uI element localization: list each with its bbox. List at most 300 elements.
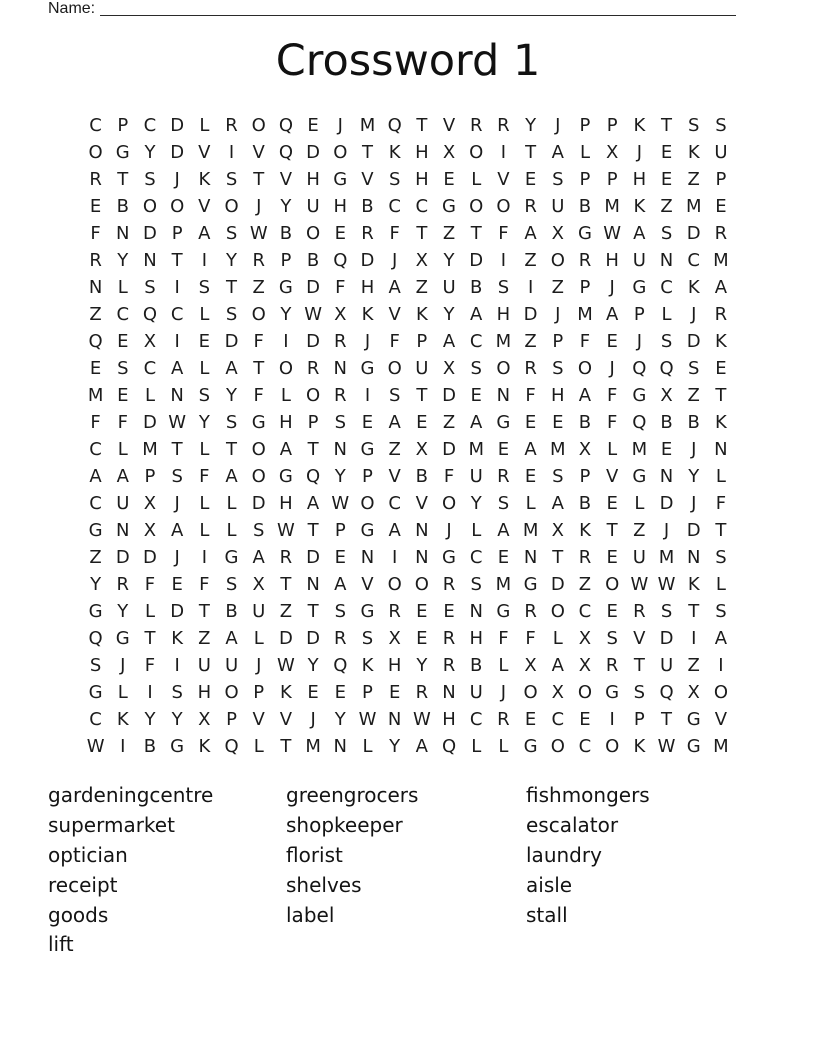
grid-cell: A	[170, 358, 184, 379]
grid-cell: N	[333, 736, 348, 757]
grid-cell: R	[633, 601, 646, 622]
grid-cell: X	[143, 520, 157, 541]
grid-cell: N	[333, 439, 348, 460]
grid-cell: N	[88, 277, 103, 298]
grid-cell: N	[116, 223, 130, 244]
grid-cell: D	[686, 331, 701, 352]
grid-cell: I	[228, 142, 235, 163]
grid-cell: S	[660, 331, 673, 352]
grid-cell: D	[659, 628, 674, 649]
grid-cell: K	[280, 682, 292, 703]
grid-cell: H	[469, 628, 483, 649]
grid-cell: Z	[89, 547, 102, 568]
grid-cell: C	[89, 115, 102, 136]
grid-cell: S	[225, 223, 238, 244]
grid-cell: W	[657, 574, 676, 595]
grid-cell: L	[280, 385, 291, 406]
grid-cell: E	[117, 331, 129, 352]
grid-cell: E	[443, 169, 455, 190]
grid-cell: A	[198, 223, 211, 244]
grid-cell: B	[279, 223, 293, 244]
grid-cell: B	[660, 412, 673, 433]
grid-cell: S	[225, 412, 238, 433]
grid-cell: N	[714, 439, 728, 460]
grid-cell: G	[686, 736, 701, 757]
grid-cell: T	[253, 358, 265, 379]
grid-cell: F	[498, 628, 509, 649]
grid-cell: T	[416, 223, 428, 244]
grid-cell: W	[168, 412, 187, 433]
word-list-item: lift	[48, 932, 74, 957]
grid-cell: B	[306, 250, 320, 271]
grid-cell: A	[388, 412, 401, 433]
grid-cell: V	[714, 709, 728, 730]
grid-cell: A	[470, 304, 483, 325]
grid-cell: M	[468, 439, 484, 460]
grid-cell: O	[577, 682, 593, 703]
grid-cell: D	[143, 223, 157, 244]
grid-cell: Q	[632, 412, 647, 433]
grid-cell: K	[633, 115, 646, 136]
grid-cell: Z	[279, 601, 293, 622]
grid-cell: H	[415, 142, 429, 163]
grid-cell: A	[334, 574, 347, 595]
grid-cell: U	[632, 547, 646, 568]
name-label: Name:	[48, 0, 96, 17]
grid-cell: S	[334, 412, 346, 433]
grid-cell: F	[90, 412, 101, 433]
grid-cell: Q	[88, 628, 103, 649]
grid-cell: L	[579, 142, 590, 163]
grid-cell: C	[687, 250, 700, 271]
grid-cell: G	[496, 601, 511, 622]
grid-cell: N	[415, 547, 429, 568]
grid-cell: P	[171, 223, 183, 244]
grid-cell: I	[201, 547, 207, 568]
word-list-item: aisle	[526, 872, 573, 897]
grid-cell: X	[578, 655, 592, 676]
grid-cell: K	[116, 709, 129, 730]
grid-cell: A	[524, 223, 537, 244]
grid-cell: K	[715, 331, 727, 352]
grid-cell: S	[660, 223, 673, 244]
grid-cell: L	[199, 358, 210, 379]
grid-cell: X	[551, 520, 564, 541]
grid-cell: V	[388, 466, 401, 487]
grid-cell: D	[306, 277, 321, 298]
grid-cell: J	[446, 520, 452, 541]
grid-cell: S	[253, 520, 265, 541]
grid-cell: M	[359, 115, 376, 136]
grid-cell: Z	[442, 223, 456, 244]
grid-cell: V	[415, 493, 428, 514]
grid-cell: S	[497, 493, 510, 514]
grid-cell: S	[144, 277, 156, 298]
grid-cell: Y	[171, 709, 183, 730]
grid-cell: K	[633, 196, 646, 217]
grid-cell: B	[143, 736, 157, 757]
grid-cell: Q	[333, 250, 348, 271]
grid-cell: T	[525, 142, 537, 163]
grid-cell: Z	[198, 628, 211, 649]
grid-cell: F	[715, 493, 727, 514]
grid-cell: A	[605, 304, 619, 325]
grid-cell: O	[496, 196, 511, 217]
word-list-item: escalator	[526, 812, 619, 837]
grid-cell: J	[691, 304, 697, 325]
grid-cell: S	[334, 601, 346, 622]
grid-cell: U	[252, 601, 266, 622]
grid-cell: T	[470, 223, 482, 244]
grid-cell: R	[497, 466, 510, 487]
grid-cell: D	[442, 385, 456, 406]
grid-cell: C	[469, 547, 483, 568]
grid-cell: S	[198, 277, 211, 298]
grid-cell: V	[279, 709, 293, 730]
grid-cell: T	[198, 601, 210, 622]
grid-cell: M	[522, 520, 539, 541]
grid-cell: V	[198, 142, 211, 163]
grid-cell: P	[226, 709, 237, 730]
grid-cell: N	[469, 601, 483, 622]
grid-cell: L	[715, 466, 726, 487]
grid-cell: H	[551, 385, 565, 406]
grid-cell: Y	[443, 250, 455, 271]
grid-cell: M	[713, 736, 729, 757]
grid-cell: O	[550, 601, 565, 622]
grid-cell: R	[116, 574, 130, 595]
grid-cell: T	[253, 169, 265, 190]
grid-cell: U	[551, 196, 565, 217]
grid-cell: F	[253, 385, 264, 406]
grid-cell: S	[225, 304, 238, 325]
grid-cell: R	[225, 115, 238, 136]
grid-cell: G	[360, 439, 375, 460]
grid-cell: U	[469, 466, 483, 487]
grid-cell: T	[307, 439, 319, 460]
grid-cell: E	[660, 142, 673, 163]
grid-cell: K	[388, 142, 401, 163]
grid-cell: N	[360, 547, 375, 568]
grid-cell: K	[415, 304, 428, 325]
grid-cell: X	[198, 709, 211, 730]
grid-cell: Y	[280, 304, 292, 325]
grid-cell: E	[497, 547, 510, 568]
grid-cell: T	[688, 601, 700, 622]
grid-cell: O	[605, 574, 620, 595]
grid-cell: P	[606, 115, 618, 136]
grid-cell: J	[663, 520, 670, 541]
word-list-item: goods	[48, 902, 109, 927]
grid-cell: S	[688, 115, 700, 136]
grid-cell: L	[471, 736, 482, 757]
grid-cell: E	[470, 385, 482, 406]
grid-cell: Q	[333, 655, 348, 676]
grid-cell: E	[524, 466, 537, 487]
grid-cell: K	[579, 520, 591, 541]
grid-cell: L	[471, 520, 482, 541]
grid-cell: X	[143, 493, 157, 514]
grid-cell: S	[225, 169, 238, 190]
grid-cell: O	[251, 439, 266, 460]
grid-cell: F	[144, 574, 156, 595]
grid-cell: I	[527, 277, 534, 298]
grid-cell: D	[686, 223, 701, 244]
grid-cell: R	[442, 655, 456, 676]
grid-cell: J	[256, 655, 262, 676]
grid-cell: T	[307, 601, 319, 622]
grid-cell: N	[116, 520, 130, 541]
grid-cell: K	[171, 628, 184, 649]
grid-cell: J	[174, 169, 180, 190]
grid-cell: H	[279, 412, 293, 433]
grid-cell: R	[497, 709, 510, 730]
grid-cell: F	[117, 412, 128, 433]
grid-cell: X	[524, 655, 537, 676]
grid-cell: S	[715, 547, 727, 568]
grid-cell: N	[686, 547, 701, 568]
grid-cell: J	[174, 493, 180, 514]
grid-cell: P	[362, 682, 373, 703]
grid-cell: Q	[441, 736, 457, 757]
grid-cell: H	[632, 169, 647, 190]
grid-cell: G	[442, 196, 456, 217]
grid-cell: W	[86, 736, 105, 757]
grid-cell: L	[199, 115, 210, 136]
grid-cell: D	[523, 304, 538, 325]
grid-cell: R	[252, 250, 265, 271]
grid-cell: E	[198, 331, 211, 352]
grid-cell: O	[224, 682, 239, 703]
grid-cell: B	[578, 412, 592, 433]
grid-cell: O	[278, 358, 293, 379]
grid-cell: E	[660, 169, 673, 190]
grid-cell: X	[605, 142, 619, 163]
grid-cell: F	[144, 655, 156, 676]
grid-cell: S	[225, 574, 238, 595]
grid-cell: Y	[226, 250, 238, 271]
grid-cell: O	[441, 493, 457, 514]
grid-cell: G	[251, 412, 266, 433]
grid-cell: J	[636, 331, 642, 352]
grid-cell: Q	[659, 358, 674, 379]
grid-cell: E	[497, 439, 510, 460]
grid-cell: G	[523, 736, 538, 757]
grid-cell: G	[360, 601, 375, 622]
grid-cell: D	[306, 142, 321, 163]
grid-cell: J	[609, 277, 615, 298]
grid-cell: G	[360, 358, 375, 379]
word-list-item: shopkeeper	[286, 812, 403, 837]
grid-cell: Y	[307, 655, 319, 676]
grid-cell: X	[660, 385, 673, 406]
grid-cell: A	[633, 223, 646, 244]
grid-cell: A	[551, 655, 564, 676]
grid-cell: T	[361, 142, 373, 163]
grid-cell: T	[226, 439, 238, 460]
word-list-item: florist	[286, 842, 343, 867]
grid-cell: T	[715, 520, 727, 541]
grid-cell: G	[115, 142, 130, 163]
grid-cell: N	[415, 520, 429, 541]
grid-cell: T	[416, 115, 428, 136]
grid-cell: J	[500, 682, 507, 703]
grid-cell: D	[469, 250, 484, 271]
grid-cell: T	[633, 655, 645, 676]
grid-cell: W	[412, 709, 431, 730]
grid-cell: G	[170, 736, 185, 757]
grid-cell: K	[687, 277, 700, 298]
grid-cell: H	[415, 169, 429, 190]
grid-cell: P	[579, 169, 591, 190]
grid-cell: B	[361, 196, 374, 217]
grid-cell: X	[143, 331, 157, 352]
grid-cell: D	[115, 547, 130, 568]
grid-cell: J	[256, 196, 262, 217]
grid-cell: D	[224, 331, 239, 352]
grid-cell: R	[89, 169, 102, 190]
grid-cell: H	[360, 277, 375, 298]
grid-cell: Y	[117, 601, 129, 622]
grid-cell: J	[174, 547, 180, 568]
grid-cell: C	[89, 493, 102, 514]
grid-cell: D	[143, 547, 157, 568]
grid-cell: G	[605, 682, 620, 703]
grid-cell: V	[279, 169, 293, 190]
grid-cell: G	[115, 628, 130, 649]
grid-cell: J	[364, 331, 371, 352]
grid-cell: Z	[578, 574, 592, 595]
grid-cell: S	[171, 682, 183, 703]
grid-cell: A	[714, 628, 728, 649]
grid-cell: Y	[525, 115, 537, 136]
grid-cell: H	[605, 250, 619, 271]
page-title: Crossword 1	[275, 36, 541, 86]
grid-cell: P	[552, 331, 564, 352]
grid-cell: L	[199, 439, 210, 460]
grid-cell: X	[415, 439, 429, 460]
word-list-item: stall	[526, 902, 568, 927]
grid-cell: N	[170, 385, 184, 406]
grid-cell: P	[579, 466, 591, 487]
grid-cell: U	[632, 250, 646, 271]
grid-cell: J	[392, 250, 398, 271]
grid-cell: K	[198, 736, 211, 757]
grid-cell: Y	[470, 493, 482, 514]
name-row	[48, 0, 736, 18]
grid-cell: X	[252, 574, 265, 595]
grid-cell: C	[116, 304, 130, 325]
grid-cell: L	[144, 385, 155, 406]
grid-cell: O	[469, 142, 484, 163]
grid-cell: T	[661, 709, 673, 730]
grid-cell: I	[174, 655, 180, 676]
grid-cell: F	[389, 223, 400, 244]
grid-cell: K	[633, 736, 646, 757]
grid-cell: L	[199, 520, 210, 541]
grid-cell: F	[389, 331, 400, 352]
grid-cell: M	[87, 385, 104, 406]
grid-cell: H	[387, 655, 402, 676]
grid-cell: L	[226, 493, 237, 514]
grid-cell: I	[120, 736, 126, 757]
grid-cell: H	[496, 304, 511, 325]
grid-cell: O	[550, 736, 565, 757]
grid-cell: X	[442, 358, 456, 379]
word-list-column	[48, 781, 213, 960]
grid-cell: Y	[389, 736, 401, 757]
grid-cell: U	[197, 655, 211, 676]
grid-cell: L	[117, 277, 128, 298]
grid-cell: L	[525, 493, 536, 514]
grid-cell: C	[143, 358, 157, 379]
grid-cell: E	[524, 169, 537, 190]
word-list-item: label	[286, 902, 335, 927]
grid-cell: G	[686, 709, 701, 730]
grid-cell: O	[550, 250, 565, 271]
word-list-item: receipt	[48, 872, 118, 897]
grid-cell: S	[117, 358, 129, 379]
grid-cell: B	[578, 493, 592, 514]
grid-cell: W	[358, 709, 377, 730]
grid-cell: L	[199, 304, 210, 325]
grid-cell: T	[226, 277, 238, 298]
grid-cell: M	[685, 196, 702, 217]
grid-cell: X	[687, 682, 700, 703]
grid-cell: W	[277, 655, 295, 676]
grid-cell: P	[715, 169, 727, 190]
grid-cell: G	[523, 574, 538, 595]
grid-cell: L	[607, 439, 618, 460]
grid-cell: M	[305, 736, 321, 757]
grid-cell: I	[691, 628, 697, 649]
grid-cell: R	[334, 628, 347, 649]
grid-cell: L	[117, 682, 128, 703]
grid-cell: U	[415, 358, 429, 379]
grid-cell: C	[89, 439, 102, 460]
grid-cell: G	[88, 682, 103, 703]
grid-cell: D	[306, 331, 321, 352]
grid-cell: S	[606, 628, 618, 649]
grid-cell: V	[361, 574, 374, 595]
grid-cell: G	[577, 223, 592, 244]
grid-cell: L	[552, 628, 563, 649]
grid-cell: S	[388, 169, 401, 190]
grid-cell: E	[524, 412, 537, 433]
grid-cell: N	[387, 709, 402, 730]
grid-cell: E	[334, 223, 346, 244]
grid-cell: Z	[551, 277, 564, 298]
grid-cell: Y	[334, 466, 346, 487]
grid-cell: E	[443, 601, 455, 622]
grid-cell: V	[361, 169, 374, 190]
grid-cell: F	[90, 223, 101, 244]
grid-cell: S	[688, 358, 700, 379]
grid-cell: O	[333, 142, 348, 163]
grid-cell: G	[442, 547, 456, 568]
grid-cell: M	[550, 439, 566, 460]
grid-cell: L	[144, 601, 155, 622]
grid-cell: H	[306, 169, 320, 190]
grid-cell: N	[659, 466, 674, 487]
grid-cell: Z	[687, 385, 700, 406]
grid-cell: S	[470, 358, 482, 379]
grid-cell: R	[306, 358, 320, 379]
word-list-item: optician	[48, 842, 128, 867]
grid-cell: N	[143, 250, 157, 271]
grid-cell: X	[578, 439, 592, 460]
grid-cell: S	[552, 466, 564, 487]
